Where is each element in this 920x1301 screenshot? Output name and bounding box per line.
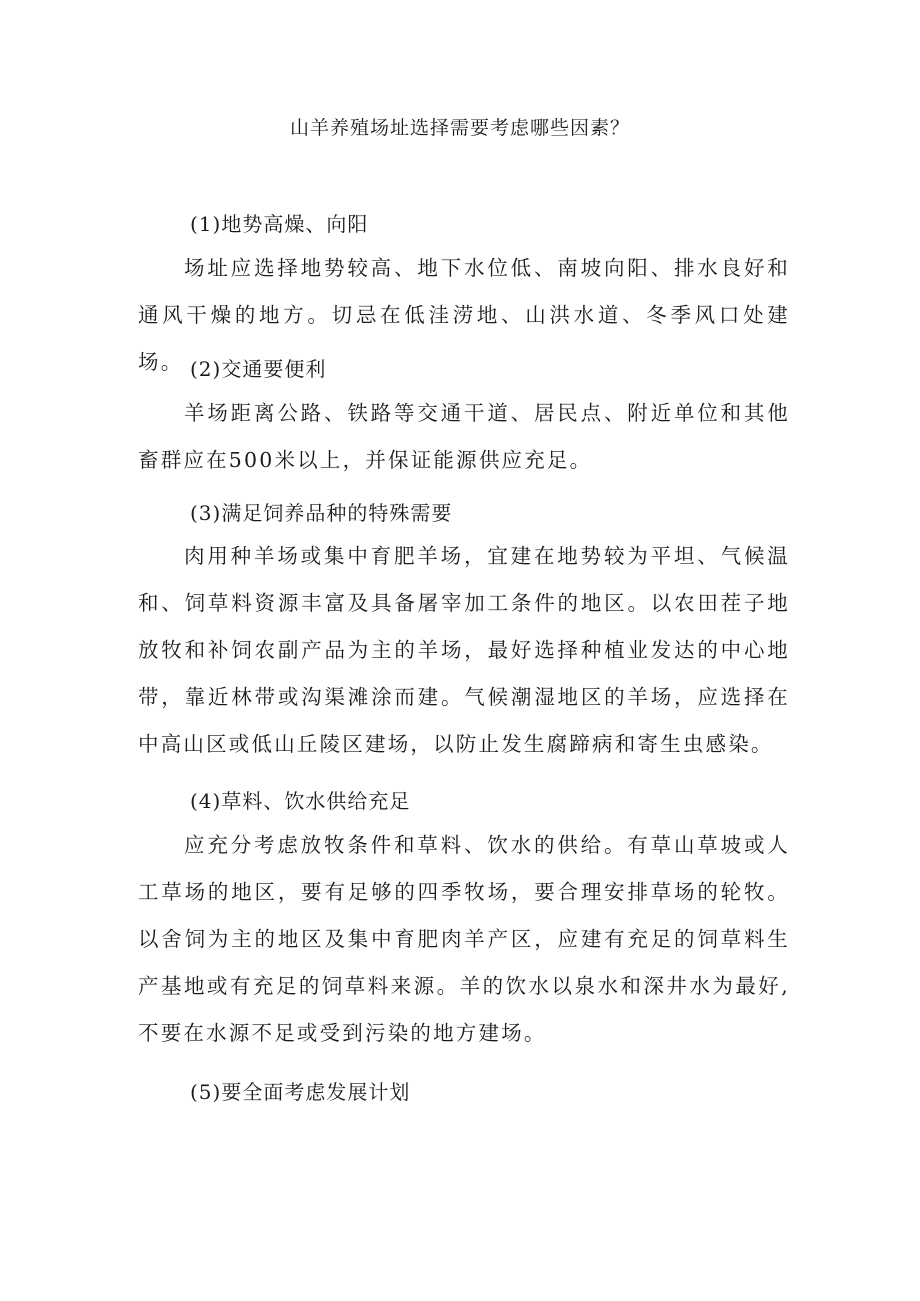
document-title: 山羊养殖场址选择需要考虑哪些因素？ [289,117,630,139]
section-body-1: 场址应选择地势较高、地下水位低、南坡向阳、排水良好和通风干燥的地方。切忌在低洼涝地、山洪水道、冬季风口处建场。 [138,256,790,374]
section-heading-3: (3)满足饲养品种的特殊需要 [190,501,453,525]
section-body-2: 羊场距离公路、铁路等交通干道、居民点、附近单位和其他畜群应在500米以上，并保证能源供应充足。 [138,401,790,472]
section-body-4: 应充分考虑放牧条件和草料、饮水的供给。有草山草坡或人工草场的地区，要有足够的四季牧场，要合理安排草场的轮牧。以舍饲为主的地区及集中育肥肉羊产区，应建有充足的饲草料生产基地或有充足的饲草料来源。羊的饮水以泉水和深井水为最好,不要在水源不足或受到污染的地方建场。 [138,833,790,1045]
section-heading-1: (1)地势高燥、向阳 [190,212,369,236]
section-heading-5: (5)要全面考虑发展计划 [190,1080,411,1104]
section-heading-4: (4)草料、饮水供给充足 [190,789,411,813]
section-body-3: 肉用种羊场或集中育肥羊场，宜建在地势较为平坦、气候温和、饲草料资源丰富及具备屠宰加工条件的地区。以农田茬子地放牧和补饲农副产品为主的羊场，最好选择种植业发达的中心地带，靠近林带或沟渠滩涂而建。气候潮湿地区的羊场，应选择在中高山区或低山丘陵区建场，以防止发生腐蹄病和寄生虫感染。 [138,544,790,756]
section-heading-2: (2)交通要便利 [190,357,327,381]
